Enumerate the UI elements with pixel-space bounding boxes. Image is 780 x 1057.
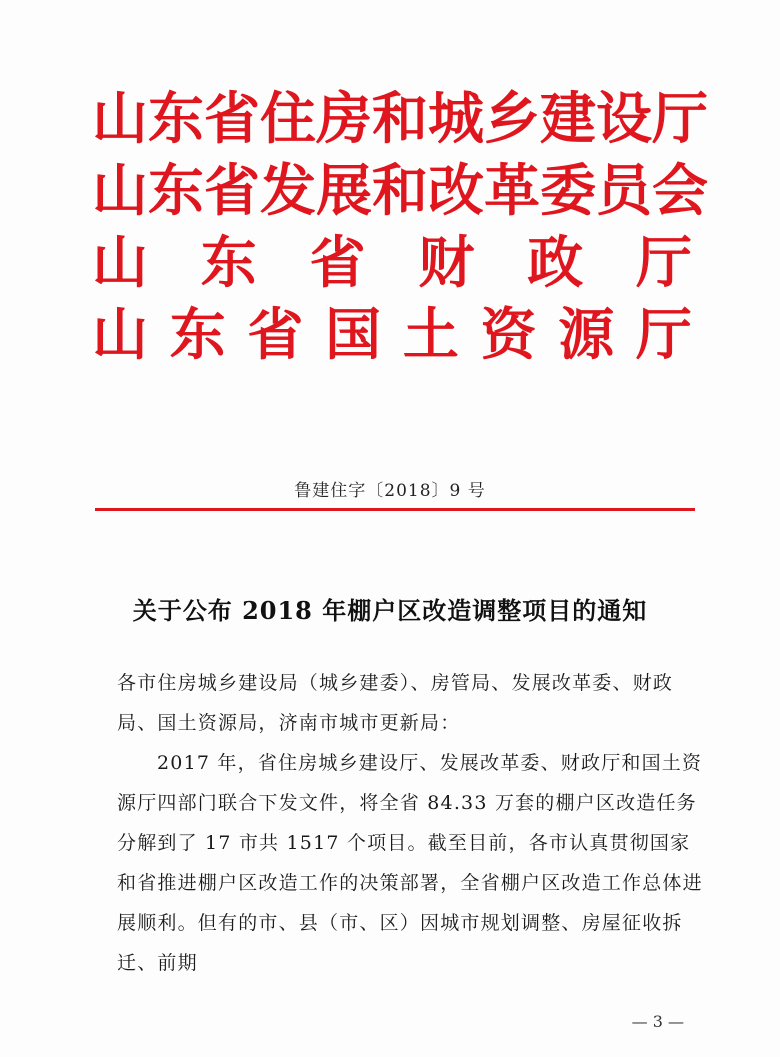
document-title: 关于公布 2018 年棚户区改造调整项目的通知 (132, 596, 648, 625)
document-number: 鲁建住字〔2018〕9 号 (294, 481, 486, 501)
issuer-character: 政 (527, 231, 584, 296)
issuer-character: 财 (418, 231, 475, 296)
addressee-paragraph: 各市住房城乡建设局（城乡建委）、房管局、发展改革委、财政局、国土资源局，济南市城市更新局： (117, 672, 674, 734)
issuer-character: 城 (428, 87, 484, 152)
issuer-character: 委 (540, 159, 596, 224)
issuer-character: 房 (316, 87, 372, 152)
issuer-character: 土 (402, 303, 459, 368)
issuer-character: 会 (652, 159, 708, 224)
issuer-character: 资 (480, 303, 537, 368)
issuer-character: 源 (558, 303, 615, 368)
issuer-character: 山 (92, 231, 148, 296)
issuer-character: 山 (92, 87, 148, 152)
issuer-character: 设 (596, 87, 652, 152)
issuer-character: 省 (204, 159, 260, 224)
issuer-character: 和 (372, 87, 428, 152)
issuer-character: 厅 (635, 231, 692, 296)
issuer-character: 厅 (635, 303, 692, 368)
issuer-character: 和 (372, 159, 428, 224)
issuer-character: 东 (200, 231, 257, 296)
issuer-character: 乡 (484, 87, 540, 152)
issuer-character: 展 (316, 159, 372, 224)
issuer-character: 改 (428, 159, 484, 224)
issuer-character: 省 (204, 87, 260, 152)
issuer-character: 厅 (652, 87, 708, 152)
issuer-character: 发 (260, 159, 316, 224)
issuer-character: 住 (260, 87, 316, 152)
document-body (117, 663, 707, 983)
issuing-authorities-header (92, 84, 708, 372)
body-paragraph: 2017 年，省住房城乡建设厅、发展改革委、财政厅和国土资源厅四部门联合下发文件，将全省 84.33 万套的棚户区改造任务分解到了 17 市共 1517 个项目。截至目前，各市认真贯彻国家和省推进棚户区改造工作的决策部署，全省棚户区改造工作总体进展顺利。但有的市、县（市、区）因城市规划调整、房屋征收拆迁、前期 (117, 752, 703, 974)
issuer-character: 东 (169, 303, 226, 368)
issuer-character: 省 (247, 303, 304, 368)
issuer-character: 省 (309, 231, 366, 296)
issuer-character: 山 (92, 303, 148, 368)
issuer-line-development-reform (92, 156, 708, 228)
issuer-character: 建 (540, 87, 596, 152)
issuer-character: 国 (325, 303, 382, 368)
issuer-line-housing (92, 84, 708, 156)
page-number: — 3 — (631, 1012, 684, 1031)
issuer-character: 山 (92, 159, 148, 224)
issuer-character: 东 (148, 159, 204, 224)
issuer-character: 东 (148, 87, 204, 152)
issuer-character: 员 (596, 159, 652, 224)
issuer-line-land-resources (92, 300, 692, 372)
issuer-line-finance (92, 228, 692, 300)
issuer-character: 革 (484, 159, 540, 224)
red-separator-line (95, 508, 695, 511)
